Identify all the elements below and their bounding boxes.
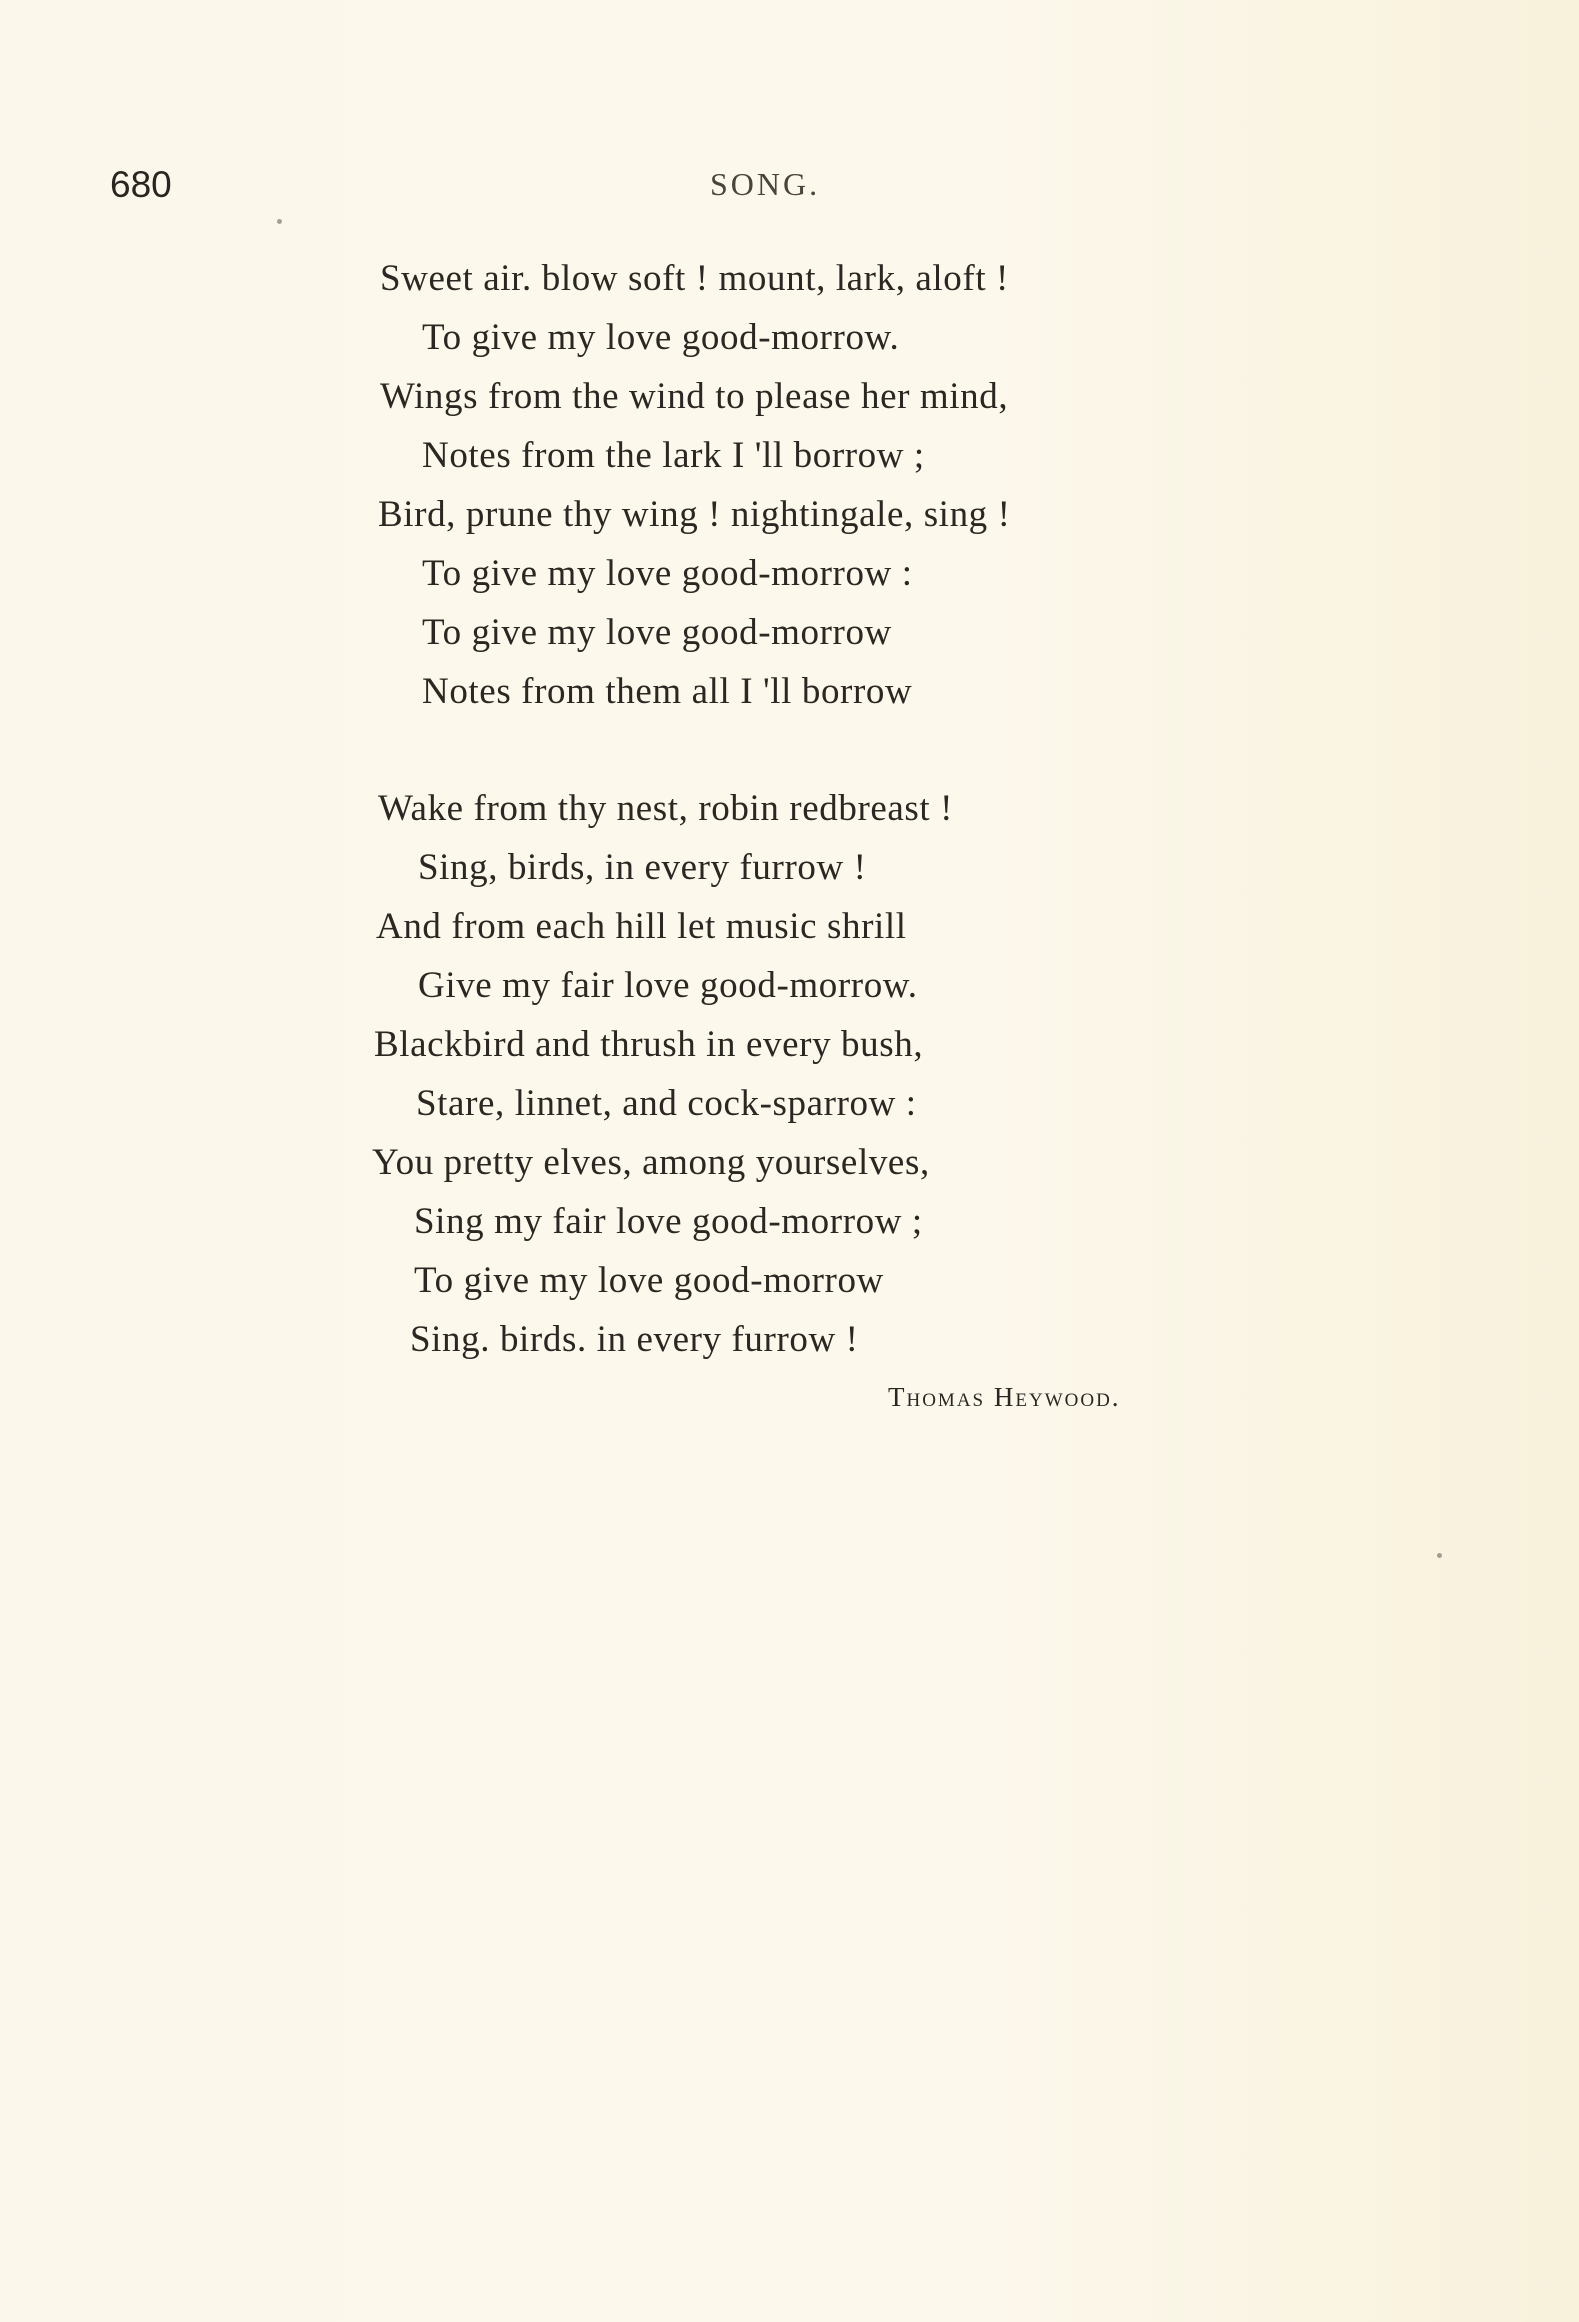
poem-line: Notes from them all I 'll borrow xyxy=(422,671,913,712)
poem-line: Sing, birds, in every furrow ! xyxy=(418,847,867,888)
poem-line: Notes from the lark I 'll borrow ; xyxy=(422,435,925,476)
paper-speck xyxy=(277,219,282,224)
poem-line: Blackbird and thrush in every bush, xyxy=(374,1024,924,1065)
running-head: SONG. xyxy=(710,166,821,202)
poem-line: Sing. birds. in every furrow ! xyxy=(410,1319,859,1360)
paper-speck xyxy=(1437,1553,1442,1558)
poem-line: You pretty elves, among yourselves, xyxy=(372,1142,930,1183)
poem-line: To give my love good-morrow. xyxy=(422,317,900,358)
poem-line: Sweet air. blow soft ! mount, lark, aloft ! xyxy=(380,258,1009,299)
poem-line: Wings from the wind to please her mind, xyxy=(380,376,1009,417)
poem-line: Wake from thy nest, robin redbreast ! xyxy=(378,788,954,829)
poem-line: Give my fair love good-morrow. xyxy=(418,965,918,1006)
page-number: 680 xyxy=(110,164,172,205)
poem-line: To give my love good-morrow : xyxy=(422,553,913,594)
poem-line: To give my love good-morrow xyxy=(414,1260,884,1301)
poem-line: Bird, prune thy wing ! nightingale, sing ! xyxy=(378,494,1011,535)
poem-line: Sing my fair love good-morrow ; xyxy=(414,1201,923,1242)
poem-attribution: Thomas Heywood. xyxy=(888,1382,1121,1412)
poem-line: To give my love good-morrow xyxy=(422,612,892,653)
poem-line: Stare, linnet, and cock-sparrow : xyxy=(416,1083,917,1124)
poem-line: And from each hill let music shrill xyxy=(376,906,907,947)
